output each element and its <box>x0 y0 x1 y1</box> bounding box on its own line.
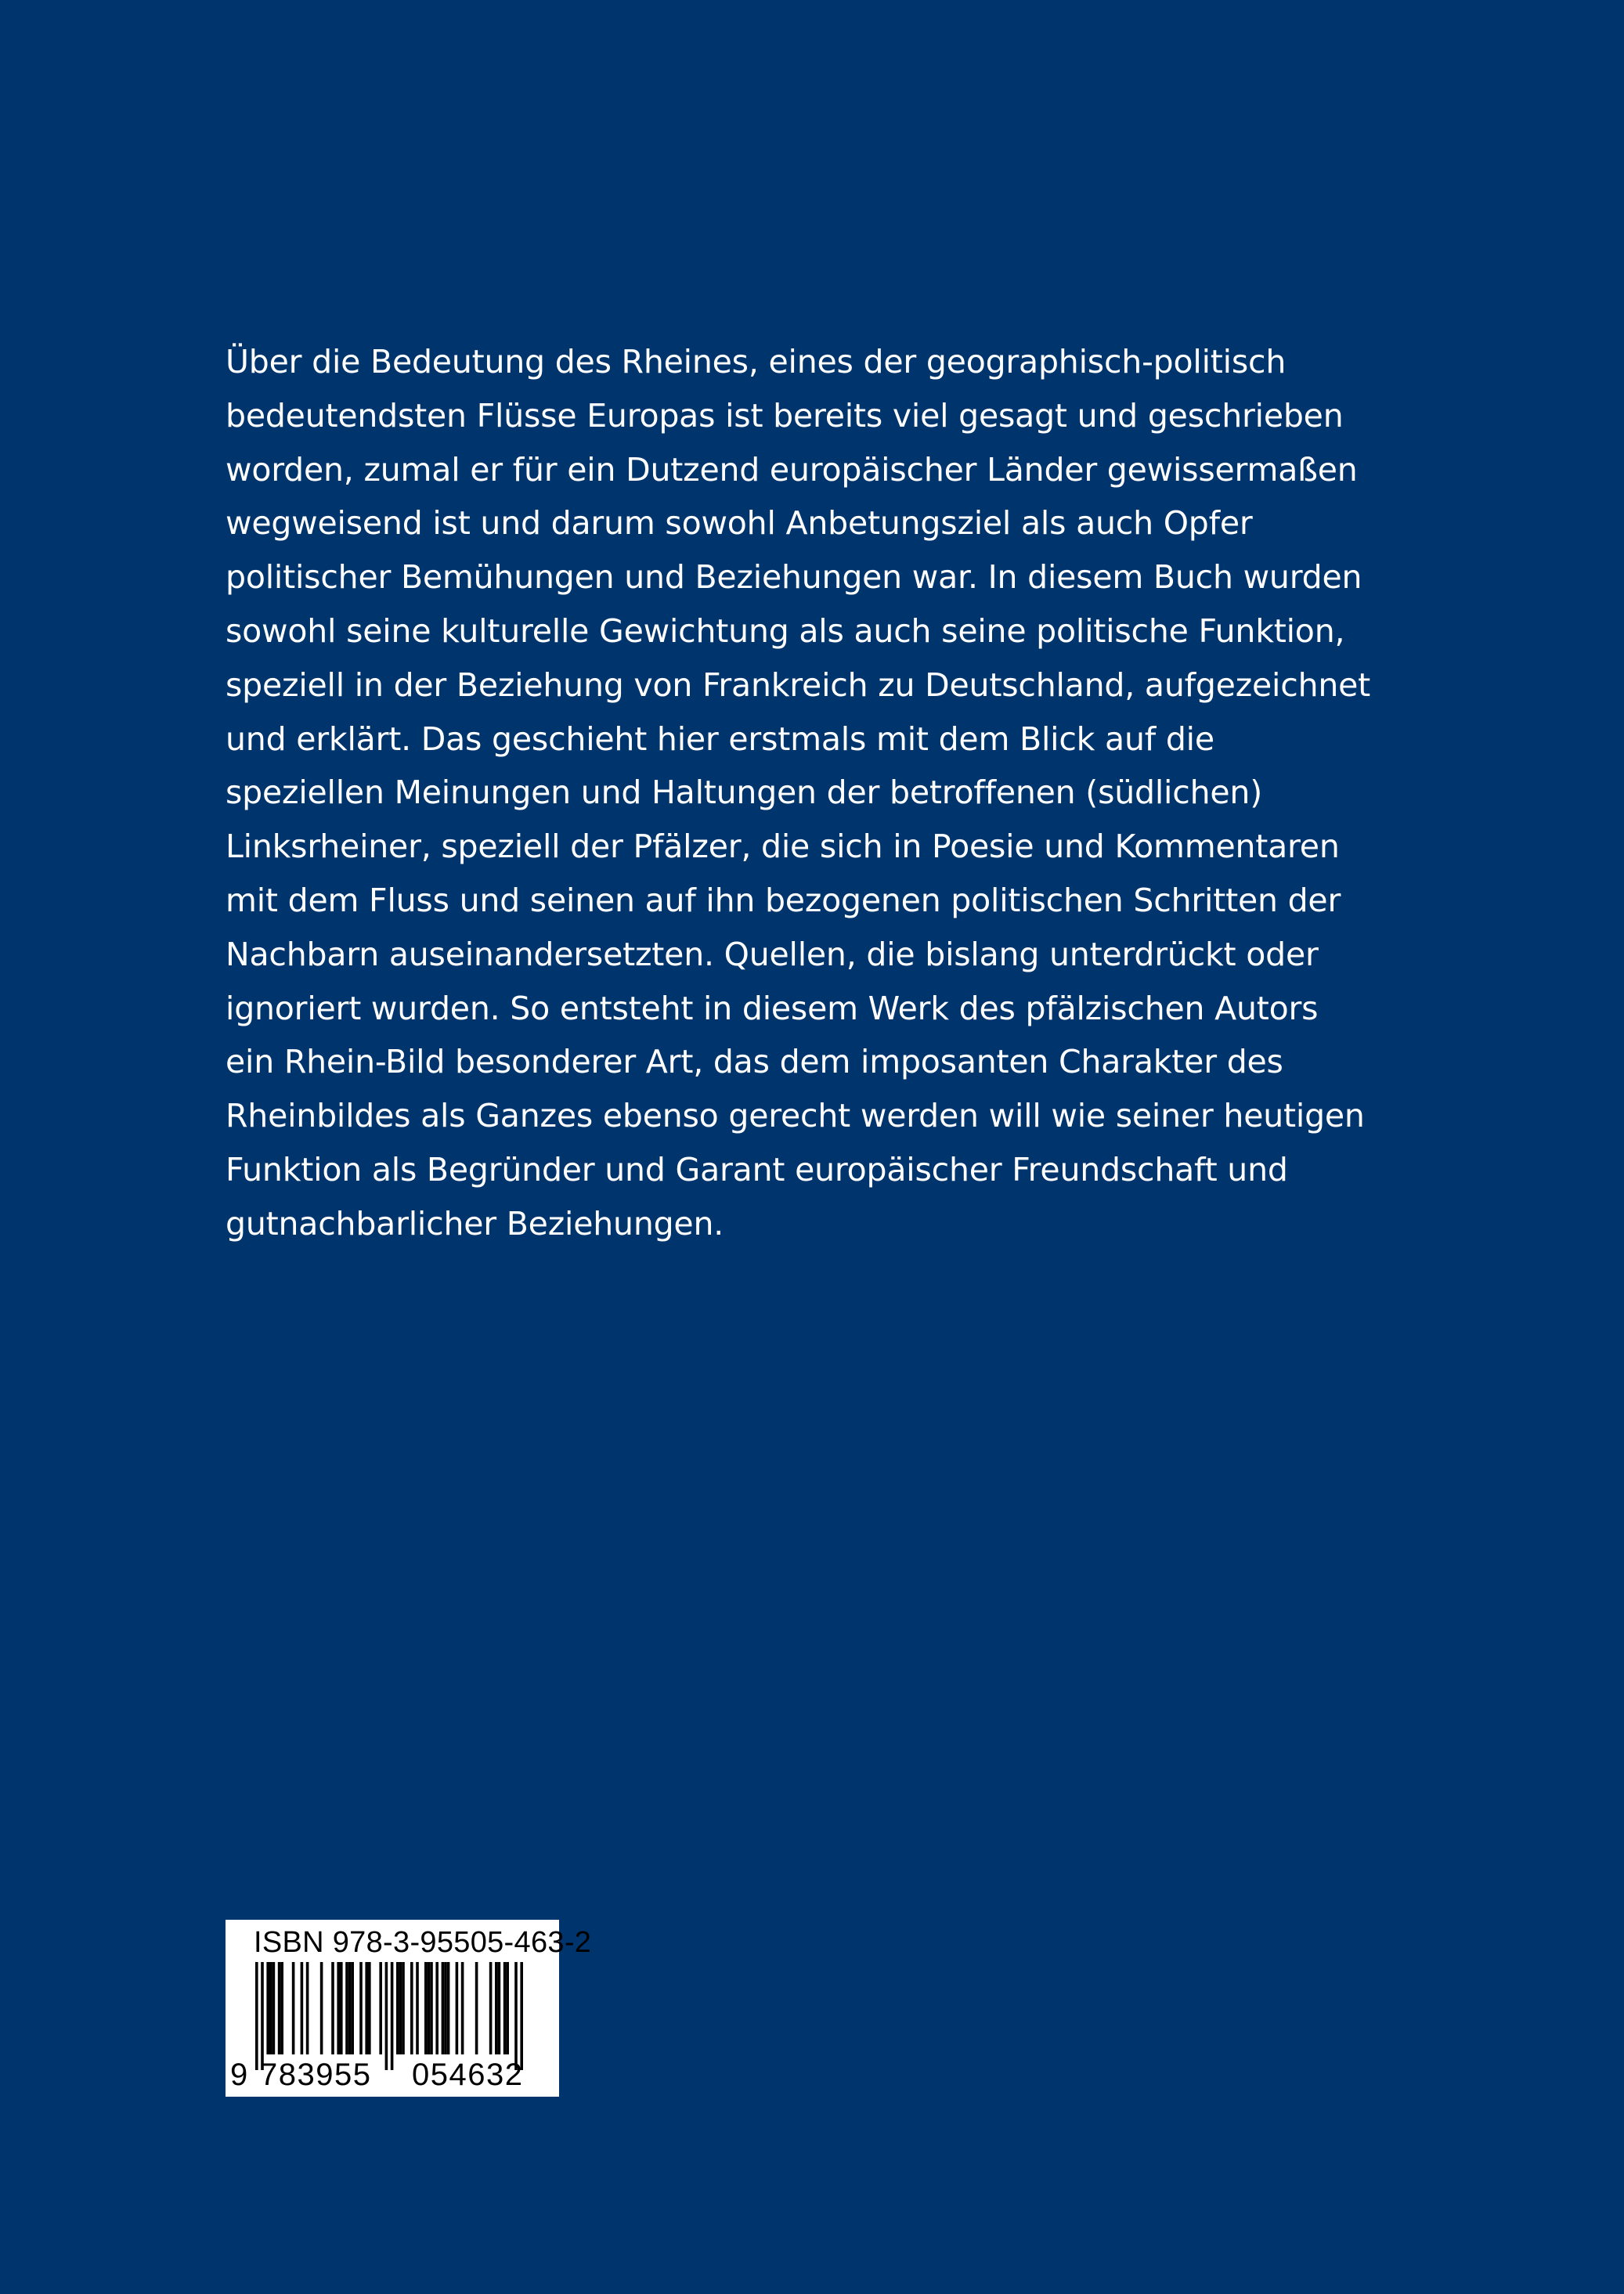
back-cover-blurb <box>226 335 1447 1251</box>
barcode-bar <box>385 1962 388 2070</box>
blurb-line-10: Linksrheiner, speziell der Pfälzer, die sich in Poesie und Kommentaren <box>226 828 1340 866</box>
barcode-bar <box>351 1962 354 2054</box>
barcode-bar <box>345 1962 348 2054</box>
barcode-bar <box>266 1962 269 2054</box>
barcode-bar <box>255 1962 258 2070</box>
barcode-bar <box>503 1962 507 2054</box>
blurb-line-11: mit dem Fluss und seinen auf ihn bezogenen politischen Schritten der <box>226 881 1341 919</box>
barcode-bar <box>278 1962 281 2054</box>
barcode-bar <box>489 1962 493 2054</box>
barcode-bar <box>301 1962 304 2054</box>
barcode-bar <box>514 1962 518 2070</box>
barcode-bar <box>365 1962 368 2054</box>
barcode-bar <box>475 1962 478 2054</box>
barcode-digits-right: 054632 <box>412 2058 524 2092</box>
barcode-bar <box>416 1962 419 2054</box>
barcode-bar <box>396 1962 399 2054</box>
barcode-bar <box>442 1962 445 2054</box>
blurb-line-9: speziellen Meinungen und Haltungen der betroffenen (südlichen) <box>226 774 1262 812</box>
blurb-line-12: Nachbarn auseinandersetzten. Quellen, die bislang unterdrückt oder <box>226 935 1319 973</box>
barcode-bar <box>506 1962 509 2054</box>
blurb-line-5: politischer Bemühungen und Beziehungen war. In diesem Buch wurden <box>226 558 1362 597</box>
barcode-bar <box>340 1962 343 2054</box>
barcode-bar <box>402 1962 405 2054</box>
blurb-line-6: sowohl seine kulturelle Gewichtung als auch seine politische Funktion, <box>226 611 1345 650</box>
blurb-line-3: worden, zumal er für ein Dutzend europäischer Länder gewissermaßen <box>226 450 1358 489</box>
barcode-bar <box>320 1962 323 2054</box>
barcode-bar <box>495 1962 498 2054</box>
barcode-bar <box>331 1962 334 2054</box>
barcode-bar <box>391 1962 394 2070</box>
barcode-bar <box>444 1962 447 2054</box>
barcode-digit-first: 9 <box>230 2058 248 2092</box>
barcode-bar <box>368 1962 371 2054</box>
barcode-bar <box>280 1962 283 2054</box>
barcode-bar <box>520 1962 523 2070</box>
barcode-bar <box>447 1962 450 2054</box>
barcode-bar <box>428 1962 431 2054</box>
blurb-line-13: ignoriert wurden. So entsteht in diesem Werk des pfälzischen Autors <box>226 989 1319 1027</box>
isbn-barcode <box>226 1920 592 2097</box>
barcode-bar <box>269 1962 272 2054</box>
blurb-line-7: speziell in der Beziehung von Frankreich zu Deutschland, aufgezeichnet <box>226 665 1371 704</box>
blurb-line-4: wegweisend ist und darum sowohl Anbetungsziel als auch Opfer <box>226 504 1253 543</box>
barcode-bar <box>410 1962 413 2054</box>
barcode-bar <box>272 1962 276 2054</box>
blurb-line-2: bedeutendsten Flüsse Europas ist bereits viel gesagt und geschrieben <box>226 396 1344 435</box>
barcode-bar <box>306 1962 309 2054</box>
blurb-line-14: ein Rhein-Bild besonderer Art, das dem imposanten Charakter des <box>226 1043 1283 1081</box>
barcode-digits-left: 783955 <box>260 2058 372 2092</box>
barcode-bar <box>430 1962 433 2054</box>
barcode-bar <box>435 1962 438 2054</box>
isbn-label: ISBN 978-3-95505-463-2 <box>254 1926 592 1959</box>
barcode-bar <box>359 1962 363 2054</box>
barcode-bar <box>348 1962 352 2054</box>
barcode-bar <box>456 1962 459 2054</box>
blurb-line-16: Funktion als Begründer und Garant europäischer Freundschaft und <box>226 1150 1288 1188</box>
barcode-bar <box>261 1962 264 2070</box>
blurb-line-8: und erklärt. Das geschieht hier erstmals mit dem Blick auf die <box>226 720 1214 758</box>
barcode-bar <box>424 1962 428 2054</box>
blurb-line-1: Über die Bedeutung des Rheines, eines der geographisch-politisch <box>226 343 1287 381</box>
barcode-bar <box>292 1962 295 2054</box>
blurb-line-17: gutnachbarlicher Beziehungen. <box>226 1204 724 1243</box>
barcode-bar <box>379 1962 382 2054</box>
barcode-bar <box>399 1962 402 2054</box>
blurb-line-15: Rheinbildes als Ganzes ebenso gerecht werden will wie seiner heutigen <box>226 1097 1365 1135</box>
barcode-bar <box>498 1962 501 2054</box>
barcode-bar <box>461 1962 464 2054</box>
barcode-bar <box>337 1962 340 2054</box>
